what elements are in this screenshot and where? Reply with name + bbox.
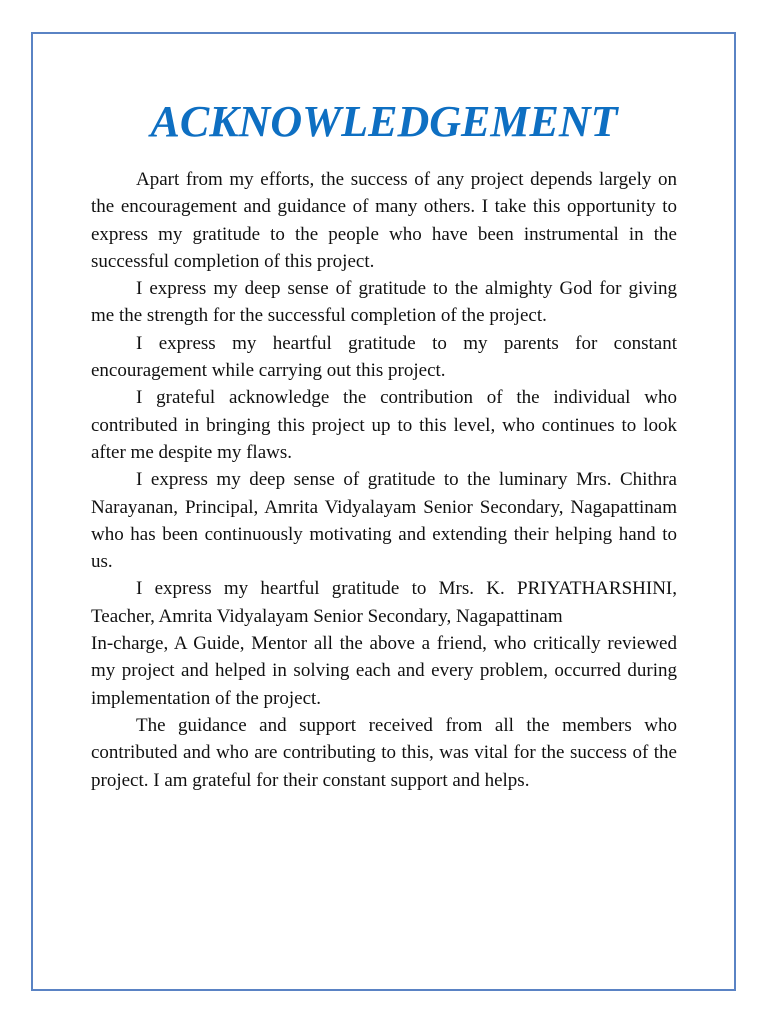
paragraph-god: I express my deep sense of gratitude to the almighty God for giving me the strength for the successful completion of the project. bbox=[91, 278, 677, 327]
paragraph-principal: I express my deep sense of gratitude to the luminary Mrs. Chithra Narayanan, Principal, Amrita Vidyalayam Senior Secondary, Nagapattinam who has been continuously motivating and extending their helping hand to us. bbox=[91, 469, 677, 573]
document-body bbox=[91, 166, 677, 794]
paragraph-incharge: In-charge, A Guide, Mentor all the above a friend, who critically reviewed my project and helped in solving each and every problem, occurred during implementation of the project. bbox=[91, 633, 677, 709]
paragraph-parents: I express my heartful gratitude to my parents for constant encouragement while carrying out this project. bbox=[91, 332, 677, 382]
paragraph-individual: I grateful acknowledge the contribution of the individual who contributed in bringing this project up to this level, who continues to look after me despite my flaws. bbox=[91, 387, 677, 463]
paragraph-members: The guidance and support received from all the members who contributed and who are contributing to this, was vital for the success of the project. I am grateful for their constant support and helps. bbox=[91, 714, 677, 791]
paragraph-teacher: I express my heartful gratitude to Mrs. K. PRIYATHARSHINI, Teacher, Amrita Vidyalayam Senior Secondary, Nagapattinam bbox=[91, 578, 677, 627]
page-title: ACKNOWLEDGEMENT bbox=[150, 97, 618, 146]
paragraph-intro: Apart from my efforts, the success of any project depends largely on the encouragement and guidance of many others. I take this opportunity to express my gratitude to the people who have been instrumental in the successful completion of this project. bbox=[91, 169, 677, 272]
